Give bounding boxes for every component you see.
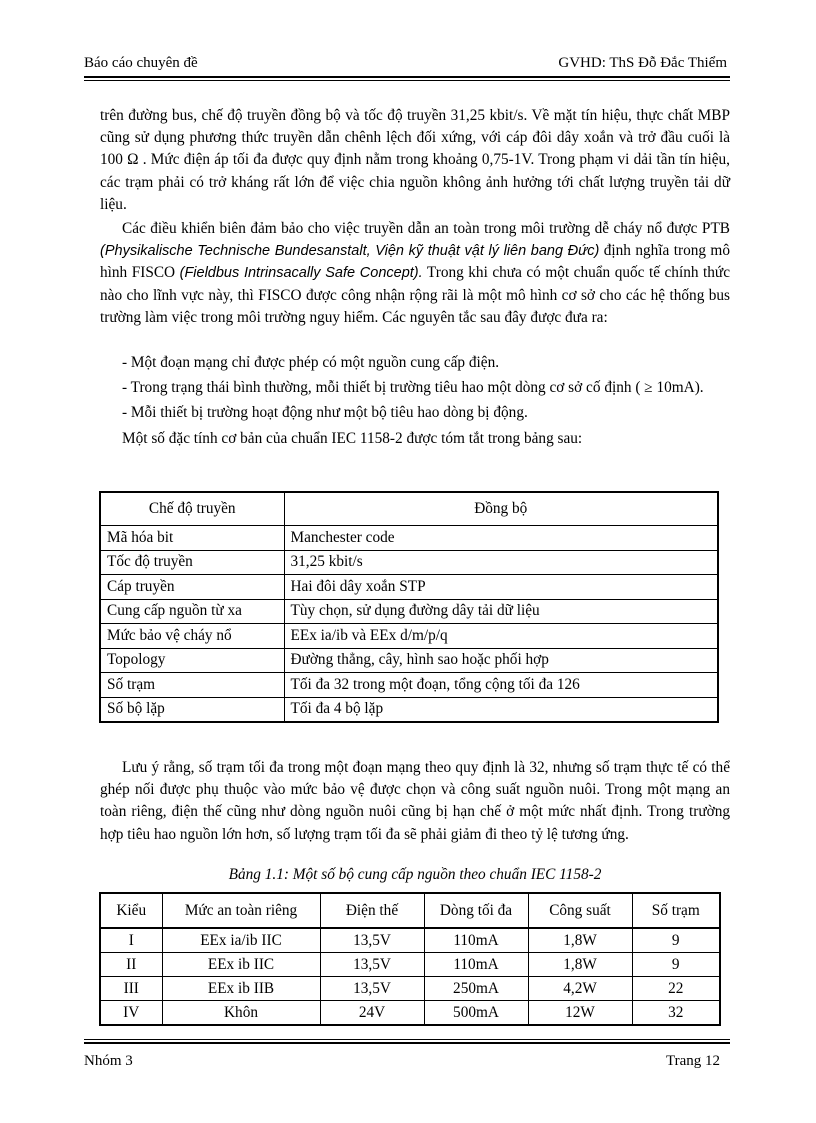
- header-cell: Điện thế: [320, 893, 424, 928]
- table-cell: I: [100, 928, 162, 953]
- iec-properties-table: [99, 491, 719, 723]
- table-cell: 31,25 kbit/s: [284, 550, 718, 575]
- header-cell: Dòng tối đa: [424, 893, 528, 928]
- footer-group: Nhóm 3: [84, 1053, 133, 1069]
- footer-rule-thick: [84, 1042, 730, 1044]
- bullet-item: - Một đoạn mạng chỉ được phép có một nguồn cung cấp điện.: [122, 354, 500, 371]
- power-supply-table: [99, 892, 721, 1026]
- table-cell: Tốc độ truyền: [100, 550, 284, 575]
- table-row: [100, 928, 720, 953]
- table-cell: Mã hóa bit: [100, 526, 284, 551]
- paragraph-fisco: [100, 218, 730, 329]
- header-cell: Mức an toàn riêng: [162, 893, 320, 928]
- table-cell: 4,2W: [528, 977, 632, 1001]
- header-advisor: GVHD: ThS Đỗ Đắc Thiểm: [558, 55, 727, 71]
- paragraph-mbp: [100, 105, 730, 216]
- header-cell: Số trạm: [632, 893, 720, 928]
- table-cell: 9: [632, 928, 720, 953]
- text-run: định nghĩa trong mô hình FISCO: [100, 242, 730, 282]
- text-run: Trong khi chưa có một chuẩn quốc tế chính thức nào cho lĩnh vực này, thì FISCO được công nhận rộng rãi là một mô hình cơ sở cho các hệ thống bus trường làm việc trong môi trường nguy hiểm. Các nguyên tắc sau đây được đưa ra:: [100, 264, 731, 326]
- table-cell: II: [100, 953, 162, 977]
- table-row: [100, 575, 718, 600]
- header-cell: Chế độ truyền: [100, 492, 284, 526]
- page-header: [84, 53, 730, 75]
- table-cell: Mức bảo vệ cháy nổ: [100, 624, 284, 649]
- footer-rule-thin: [84, 1039, 730, 1040]
- table-cell: Số bộ lặp: [100, 697, 284, 722]
- table-cell: 13,5V: [320, 977, 424, 1001]
- text-run: Các điều khiển biên đảm bảo cho việc truyền dẫn an toàn trong môi trường dễ cháy nổ được PTB: [122, 220, 730, 237]
- table-cell: Đường thẳng, cây, hình sao hoặc phối hợp: [284, 648, 718, 673]
- paragraph-text: trên đường bus, chế độ truyền đồng bộ và tốc độ truyền 31,25 kbit/s. Về mặt tín hiệu, thực chất MBP cũng sử dụng phương thức truyền dẫn chênh lệch đối xứng, với cáp đôi dây xoắn và trở đầu cuối là 100 Ω . Mức điện áp tối đa được quy định nằm trong khoảng 0,75-1V. Trong phạm vi dải tần tín hiệu, các trạm phải có trở kháng rất lớn để việc chia nguồn không ảnh hưởng tới chất lượng truyền tải dữ liệu.: [100, 107, 730, 213]
- table-row: [100, 599, 718, 624]
- table-cell: 250mA: [424, 977, 528, 1001]
- table-cell: Tối đa 32 trong một đoạn, tổng cộng tối đa 126: [284, 673, 718, 698]
- table-cell: 1,8W: [528, 953, 632, 977]
- table-row: [100, 697, 718, 722]
- bullet-item: - Mỗi thiết bị trường hoạt động như một bộ tiêu hao dòng bị động.: [122, 404, 528, 422]
- table-header-row: [100, 492, 718, 526]
- table-row: [100, 673, 718, 698]
- table-row: [100, 977, 720, 1001]
- text-run-italic: (Fieldbus Intrinsacally Safe Concept).: [179, 265, 423, 282]
- table-cell: Cung cấp nguồn từ xa: [100, 599, 284, 624]
- header-rule-thin: [84, 80, 730, 81]
- table-cell: Cáp truyền: [100, 575, 284, 600]
- table-row: [100, 624, 718, 649]
- table-row: [100, 1001, 720, 1026]
- header-cell: Công suất: [528, 893, 632, 928]
- table-cell: 24V: [320, 1001, 424, 1026]
- bullet-item: - Trong trạng thái bình thường, mỗi thiết bị trường tiêu hao một dòng cơ sở cố định ( ≥ 10mA).: [122, 379, 704, 397]
- table-cell: Manchester code: [284, 526, 718, 551]
- table-cell: III: [100, 977, 162, 1001]
- table-row: [100, 648, 718, 673]
- table-row: [100, 526, 718, 551]
- paragraph-station-note: [100, 757, 730, 846]
- table-cell: Tối đa 4 bộ lặp: [284, 697, 718, 722]
- table-cell: 32: [632, 1001, 720, 1026]
- table-cell: 9: [632, 953, 720, 977]
- table-cell: 22: [632, 977, 720, 1001]
- text-run-italic: (Physikalische Technische Bundesanstalt, Viện kỹ thuật vật lý liên bang Đức): [100, 243, 600, 260]
- header-report-title: Báo cáo chuyên đề: [84, 55, 198, 71]
- table-intro: Một số đặc tính cơ bản của chuẩn IEC 1158-2 được tóm tắt trong bảng sau:: [122, 429, 583, 447]
- table-cell: Số trạm: [100, 673, 284, 698]
- table-cell: 500mA: [424, 1001, 528, 1026]
- table-cell: EEx ib IIC: [162, 953, 320, 977]
- table-cell: Khôn: [162, 1001, 320, 1026]
- table-cell: 12W: [528, 1001, 632, 1026]
- table-cell: Topology: [100, 648, 284, 673]
- header-cell: Đồng bộ: [284, 492, 718, 526]
- header-rule-thick: [84, 76, 730, 78]
- table-cell: 1,8W: [528, 928, 632, 953]
- table-cell: Hai đôi dây xoắn STP: [284, 575, 718, 600]
- header-cell: Kiểu: [100, 893, 162, 928]
- table-cell: EEx ia/ib IIC: [162, 928, 320, 953]
- table-row: [100, 953, 720, 977]
- table-cell: 110mA: [424, 928, 528, 953]
- table-cell: 110mA: [424, 953, 528, 977]
- bullet-list: [100, 352, 730, 450]
- table-cell: 13,5V: [320, 953, 424, 977]
- table-row: [100, 550, 718, 575]
- table-cell: EEx ib IIB: [162, 977, 320, 1001]
- table-cell: Tùy chọn, sử dụng đường dây tải dữ liệu: [284, 599, 718, 624]
- table-caption: Bảng 1.1: Một số bộ cung cấp nguồn theo chuẩn IEC 1158-2: [228, 866, 602, 883]
- table-cell: EEx ia/ib và EEx d/m/p/q: [284, 624, 718, 649]
- table-header-row: [100, 893, 720, 928]
- footer-page-number: Trang 12: [665, 1053, 720, 1069]
- paragraph-text: Lưu ý rằng, số trạm tối đa trong một đoạn mạng theo quy định là 32, nhưng số trạm thực tế có thể ghép nối được phụ thuộc vào mức bảo vệ được chọn và công suất nguồn nuôi. Trong một mạng an toàn riêng, điện thế cũng như dòng nguồn nuôi cũng bị hạn chế ở một mức nhất định. Trong trường hợp tiêu hao nguồn lớn hơn, số lượng trạm tối đa sẽ phải giảm đi theo tỷ lệ tương ứng.: [100, 759, 730, 843]
- table-cell: 13,5V: [320, 928, 424, 953]
- table-cell: IV: [100, 1001, 162, 1026]
